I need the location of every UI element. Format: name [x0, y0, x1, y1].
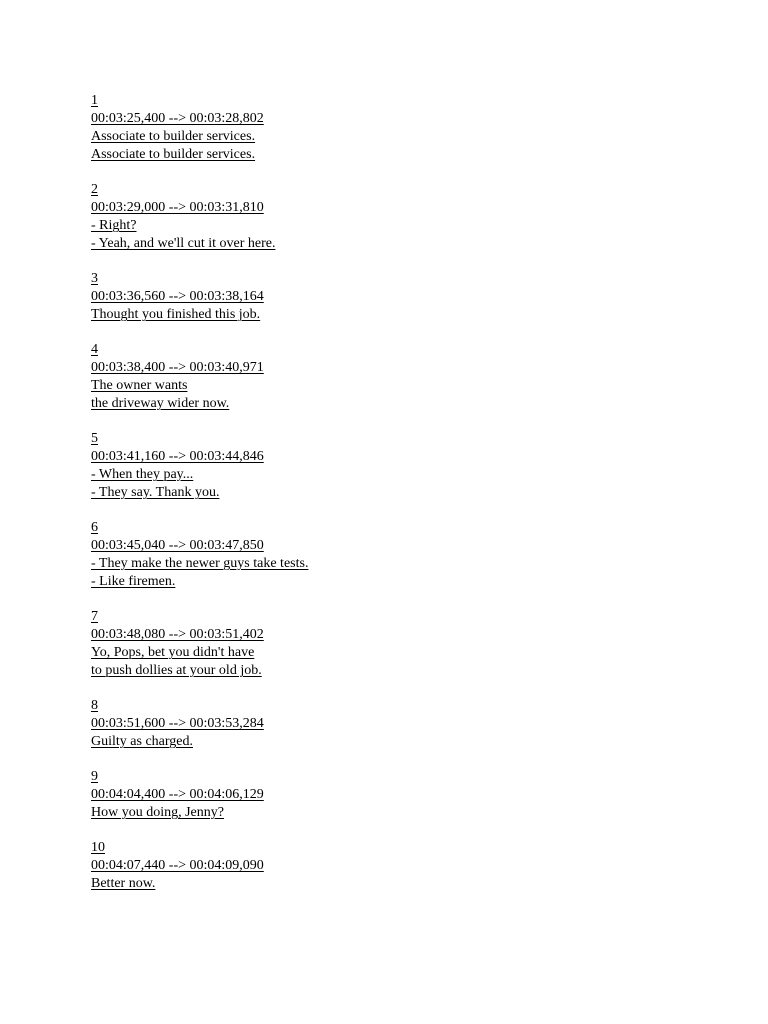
subtitle-cue: [91, 839, 731, 893]
cue-index[interactable]: 1: [91, 93, 98, 108]
cue-index[interactable]: 4: [91, 342, 98, 357]
cue-text-link[interactable]: [91, 128, 731, 146]
cue-text-link[interactable]: [91, 555, 731, 573]
cue-text-line[interactable]: - When they pay...: [91, 467, 194, 482]
cue-index[interactable]: 6: [91, 520, 98, 535]
cue-text-link[interactable]: [91, 306, 731, 324]
cue-index-link[interactable]: [91, 768, 731, 786]
cue-index-link[interactable]: [91, 341, 731, 359]
cue-timing[interactable]: 00:03:45,040 --> 00:03:47,850: [91, 538, 264, 553]
cue-text-link[interactable]: [91, 644, 731, 662]
cue-index[interactable]: 5: [91, 431, 98, 446]
subtitle-cue: [91, 341, 731, 413]
subtitle-cue: [91, 519, 731, 591]
cue-text-line[interactable]: - Yeah, and we'll cut it over here.: [91, 236, 276, 251]
subtitle-cue: [91, 697, 731, 751]
cue-text-line[interactable]: - They say. Thank you.: [91, 485, 220, 500]
cue-text-link[interactable]: [91, 573, 731, 591]
cue-text-link[interactable]: [91, 733, 731, 751]
cue-timing-link[interactable]: [91, 626, 731, 644]
subtitle-cue: [91, 430, 731, 502]
cue-text-link[interactable]: [91, 235, 731, 253]
cue-text-line[interactable]: - Like firemen.: [91, 574, 176, 589]
cue-index-link[interactable]: [91, 181, 731, 199]
cue-text-line[interactable]: The owner wants: [91, 378, 188, 393]
cue-text-line[interactable]: - They make the newer guys take tests.: [91, 556, 309, 571]
cue-index[interactable]: 7: [91, 609, 98, 624]
cue-timing[interactable]: 00:04:07,440 --> 00:04:09,090: [91, 858, 264, 873]
cue-index-link[interactable]: [91, 697, 731, 715]
cue-text-link[interactable]: [91, 804, 731, 822]
cue-text-line[interactable]: Guilty as charged.: [91, 734, 193, 749]
cue-timing[interactable]: 00:03:25,400 --> 00:03:28,802: [91, 111, 264, 126]
cue-index[interactable]: 2: [91, 182, 98, 197]
cue-timing-link[interactable]: [91, 199, 731, 217]
cue-text-line[interactable]: Thought you finished this job.: [91, 307, 261, 322]
cue-text-link[interactable]: [91, 662, 731, 680]
cue-text-line[interactable]: Better now.: [91, 876, 156, 891]
cue-text-link[interactable]: [91, 217, 731, 235]
cue-timing-link[interactable]: [91, 715, 731, 733]
cue-text-line[interactable]: Yo, Pops, bet you didn't have: [91, 645, 255, 660]
cue-text-line[interactable]: Associate to builder services.: [91, 129, 256, 144]
subtitle-cue: [91, 270, 731, 324]
cue-timing-link[interactable]: [91, 288, 731, 306]
cue-timing-link[interactable]: [91, 857, 731, 875]
cue-index-link[interactable]: [91, 92, 731, 110]
cue-timing-link[interactable]: [91, 448, 731, 466]
cue-index-link[interactable]: [91, 608, 731, 626]
cue-index-link[interactable]: [91, 519, 731, 537]
cue-text-line[interactable]: How you doing, Jenny?: [91, 805, 224, 820]
cue-text-link[interactable]: [91, 466, 731, 484]
cue-timing[interactable]: 00:03:38,400 --> 00:03:40,971: [91, 360, 264, 375]
cue-timing[interactable]: 00:03:51,600 --> 00:03:53,284: [91, 716, 264, 731]
cue-text-link[interactable]: [91, 377, 731, 395]
cue-timing-link[interactable]: [91, 359, 731, 377]
cue-timing[interactable]: 00:03:36,560 --> 00:03:38,164: [91, 289, 264, 304]
cue-index[interactable]: 3: [91, 271, 98, 286]
cue-index[interactable]: 10: [91, 840, 105, 855]
subtitle-cue: [91, 768, 731, 822]
cue-index[interactable]: 9: [91, 769, 98, 784]
cue-text-link[interactable]: [91, 395, 731, 413]
cue-text-link[interactable]: [91, 875, 731, 893]
subtitle-cue: [91, 92, 731, 164]
subtitle-cue: [91, 181, 731, 253]
cue-timing-link[interactable]: [91, 537, 731, 555]
cue-text-link[interactable]: [91, 484, 731, 502]
cue-text-line[interactable]: Associate to builder services.: [91, 147, 256, 162]
subtitle-cue: [91, 608, 731, 680]
cue-text-line[interactable]: to push dollies at your old job.: [91, 663, 262, 678]
cue-text-link[interactable]: [91, 146, 731, 164]
cue-timing[interactable]: 00:04:04,400 --> 00:04:06,129: [91, 787, 264, 802]
cue-timing-link[interactable]: [91, 786, 731, 804]
subtitle-document: [91, 92, 731, 910]
cue-timing-link[interactable]: [91, 110, 731, 128]
cue-index-link[interactable]: [91, 270, 731, 288]
cue-index[interactable]: 8: [91, 698, 98, 713]
cue-timing[interactable]: 00:03:29,000 --> 00:03:31,810: [91, 200, 264, 215]
cue-text-line[interactable]: the driveway wider now.: [91, 396, 230, 411]
cue-timing[interactable]: 00:03:48,080 --> 00:03:51,402: [91, 627, 264, 642]
cue-text-line[interactable]: - Right?: [91, 218, 137, 233]
cue-timing[interactable]: 00:03:41,160 --> 00:03:44,846: [91, 449, 264, 464]
cue-index-link[interactable]: [91, 430, 731, 448]
cue-index-link[interactable]: [91, 839, 731, 857]
